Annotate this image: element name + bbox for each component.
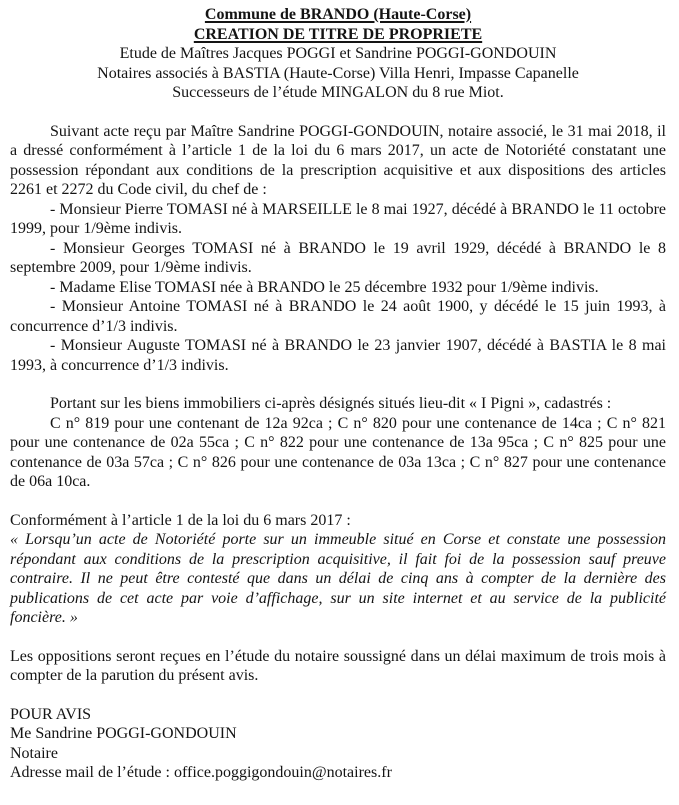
- commune-title: Commune de BRANDO (Haute-Corse): [204, 6, 472, 23]
- pour-avis-line: POUR AVIS: [10, 705, 92, 723]
- signature-block: [10, 705, 666, 783]
- law-intro-line: Conformément à l’article 1 de la loi du 6 mars 2017 :: [10, 511, 351, 529]
- email-line: Adresse mail de l’étude : office.poggigondouin@notaires.fr: [10, 764, 392, 781]
- intro-paragraph: Suivant acte reçu par Maître Sandrine POGGI-GONDOUIN, notaire associé, le 31 mai 2018, il a dressé conformément à l’article 1 de la loi du 6 mars 2017, un acte de Notoriété constatant une possession répondant aux conditions de la prescription acquisitive et aux dispositions des articles 2261 et 2272 du Code civil, du chef de :: [10, 122, 666, 198]
- deceased-item-georges: - Monsieur Georges TOMASI né à BRANDO le 19 avril 1929, décédé à BRANDO le 8 septembre 2009, pour 1/9ème indivis.: [10, 239, 666, 276]
- successeurs-line: Successeurs de l’étude MINGALON du 8 rue Miot.: [172, 84, 504, 101]
- deceased-item-elise: - Madame Elise TOMASI née à BRANDO le 25 décembre 1932 pour 1/9ème indivis.: [50, 278, 599, 296]
- etude-line: Etude de Maîtres Jacques POGGI et Sandrine POGGI-GONDOUIN: [119, 45, 557, 62]
- deceased-item-pierre: - Monsieur Pierre TOMASI né à MARSEILLE le 8 mai 1927, décédé à BRANDO le 11 octobre 1999, pour 1/9ème indivis.: [10, 200, 666, 237]
- notaire-name-line: Me Sandrine POGGI-GONDOUIN: [10, 725, 237, 742]
- cadastre-paragraph: C n° 819 pour une contenant de 12a 92ca ; C n° 820 pour une contenance de 14ca ; C n° 821 pour une contenance de 02a 55ca ; C n° 822 pour une contenance de 13a 95ca ; C n° 825 pour une contenance de 03a 57ca ; C n° 826 pour une contenance de 03a 13ca ; C n° 827 pour une contenance de 06a 10ca.: [10, 414, 666, 490]
- notaires-line: Notaires associés à BASTIA (Haute-Corse) Villa Henri, Impasse Capanelle: [97, 64, 579, 82]
- document-title: CREATION DE TITRE DE PROPRIETE: [193, 25, 483, 43]
- oppositions-paragraph: Les oppositions seront reçues en l’étude du notaire soussigné dans un délai maximum de trois mois à compter de la parution du présent avis.: [10, 647, 666, 684]
- law-citation: « Lorsqu’un acte de Notoriété porte sur un immeuble situé en Corse et constate une possession répondant aux conditions de la prescription acquisitive, il fait foi de la possession sauf preuve contraire. Il ne peut être contesté que dans un délai de cinq ans à compter de la dernière des publications de cet acte par voie d’affichage, sur un site internet et au service de la publicité foncière. »: [10, 531, 666, 626]
- deceased-item-auguste: - Monsieur Auguste TOMASI né à BRANDO le 23 janvier 1907, décédé à BASTIA le 8 mai 1993, à concurrence d’1/3 indivis.: [10, 337, 666, 374]
- deceased-item-antoine: - Monsieur Antoine TOMASI né à BRANDO le 24 août 1900, y décédé le 15 juin 1993, à concurrence d’1/3 indivis.: [10, 298, 666, 335]
- property-paragraph: Portant sur les biens immobiliers ci-après désignés situés lieu-dit « I Pigni », cadastrés :: [50, 395, 612, 412]
- document-header: [10, 5, 666, 103]
- notaire-title-line: Notaire: [10, 744, 58, 762]
